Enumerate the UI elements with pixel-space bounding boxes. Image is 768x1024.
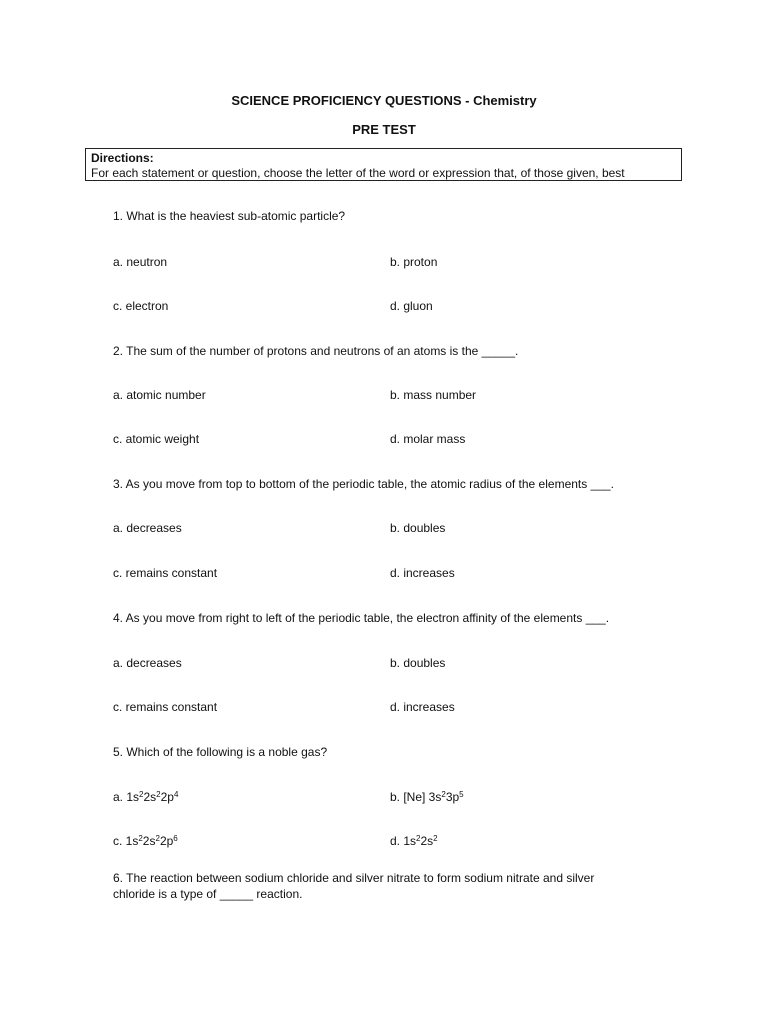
question-3-option-b: b. doubles	[390, 521, 446, 535]
page-subtitle: PRE TEST	[352, 122, 416, 137]
question-5-option-d	[390, 833, 438, 849]
question-1: 1. What is the heaviest sub-atomic particle?	[113, 209, 346, 223]
superscript: 2	[433, 834, 438, 843]
option-text: c. 1s	[113, 834, 139, 848]
superscript: 2	[138, 834, 143, 843]
superscript: 5	[459, 790, 464, 799]
question-3-option-d: d. increases	[390, 566, 455, 580]
question-2: 2. The sum of the number of protons and neutrons of an atoms is the _____.	[113, 344, 519, 358]
question-5-option-a	[113, 789, 178, 805]
directions-text: For each statement or question, choose the letter of the word or expression that, of those given, best	[91, 166, 625, 180]
option-text: 2s	[420, 834, 434, 848]
superscript: 2	[441, 790, 446, 799]
question-5-option-c	[113, 833, 178, 849]
question-2-option-b: b. mass number	[390, 388, 477, 402]
option-text: 2p	[159, 834, 174, 848]
question-4-option-c: c. remains constant	[113, 700, 218, 714]
question-4-option-d: d. increases	[390, 700, 455, 714]
question-3-option-c: c. remains constant	[113, 566, 218, 580]
superscript: 6	[173, 834, 178, 843]
question-1-option-a: a. neutron	[113, 255, 168, 269]
question-5-option-b	[390, 789, 464, 805]
superscript: 2	[416, 834, 421, 843]
directions-box	[85, 148, 682, 181]
question-3: 3. As you move from top to bottom of the periodic table, the atomic radius of the elements ___.	[113, 477, 614, 491]
question-3-option-a: a. decreases	[113, 521, 182, 535]
question-2-option-d: d. molar mass	[390, 432, 466, 446]
question-1-option-b: b. proton	[390, 255, 438, 269]
question-4-option-b: b. doubles	[390, 656, 446, 670]
directions-heading: Directions:	[91, 151, 154, 165]
page-title: SCIENCE PROFICIENCY QUESTIONS - Chemistry	[231, 93, 537, 108]
superscript: 2	[155, 834, 160, 843]
option-text: d. 1s	[390, 834, 417, 848]
question-6-line-1: 6. The reaction between sodium chloride and silver nitrate to form sodium nitrate and silver	[113, 871, 595, 885]
option-text: a. 1s	[113, 790, 140, 804]
question-5: 5. Which of the following is a noble gas?	[113, 745, 328, 759]
question-1-option-c: c. electron	[113, 299, 169, 313]
question-4: 4. As you move from right to left of the periodic table, the electron affinity of the elements ___.	[113, 611, 610, 625]
superscript: 4	[173, 790, 179, 799]
question-6-line-2: chloride is a type of _____ reaction.	[113, 887, 303, 901]
option-text: 2s	[142, 834, 156, 848]
option-text: b. [Ne] 3s	[390, 790, 442, 804]
question-4-option-a: a. decreases	[113, 656, 182, 670]
question-2-option-a: a. atomic number	[113, 388, 206, 402]
option-text: 2p	[160, 790, 174, 804]
question-2-option-c: c. atomic weight	[113, 432, 200, 446]
question-1-option-d: d. gluon	[390, 299, 433, 313]
superscript: 2	[139, 790, 144, 799]
option-text: 3p	[445, 790, 460, 804]
option-text: 2s	[143, 790, 157, 804]
superscript: 2	[156, 790, 161, 799]
